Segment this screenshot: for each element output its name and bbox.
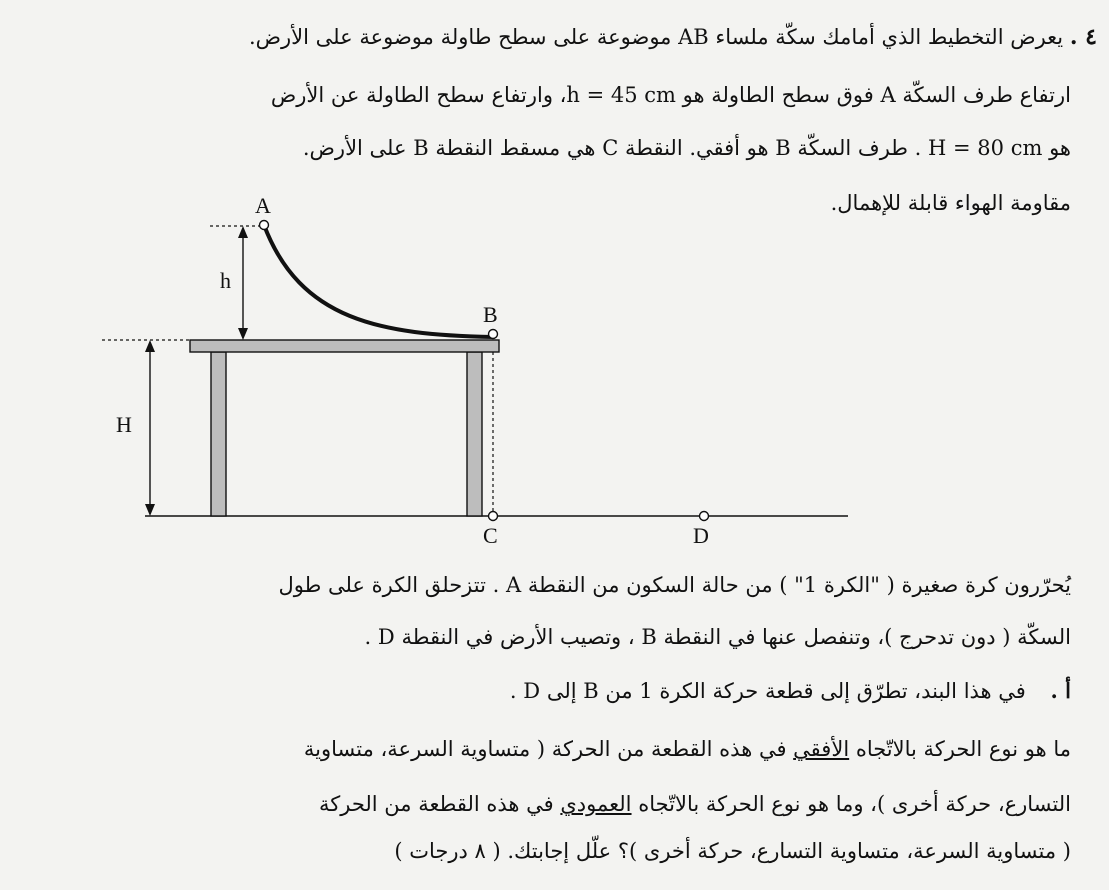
diagram-label-H: H	[116, 412, 132, 437]
underlined-vertical: العمودي	[560, 792, 632, 816]
underlined-horizontal: الأفقي	[793, 737, 850, 761]
H-arrowhead-bottom	[145, 504, 155, 516]
H-arrowhead-top	[145, 340, 155, 352]
table-leg-left	[211, 352, 226, 516]
h-value: h = 45 cm	[566, 83, 676, 107]
text-segment: هو	[1049, 136, 1071, 160]
item-a-line	[510, 676, 1071, 706]
text-segment: ، وتصيب الأرض في النقطة	[401, 625, 635, 649]
ask-line-2	[319, 789, 1071, 819]
h-arrowhead-bottom	[238, 328, 248, 340]
ask-line-3: ( متساوية السرعة، متساوية التسارع، حركة أخرى )؟ علّل إجابتك. ( ٨ درجات )	[394, 839, 1071, 863]
H-value: H = 80 cm	[928, 136, 1043, 160]
smooth-track	[264, 225, 493, 337]
table-top	[190, 340, 499, 352]
label-b: B	[641, 625, 657, 649]
label-a: A	[880, 83, 896, 107]
point-b-marker	[489, 330, 498, 339]
text-segment: التسارع، حركة أخرى )، وما هو نوع الحركة بالاتّجاه	[638, 792, 1071, 816]
text-segment: .	[509, 679, 517, 703]
table-leg-right	[467, 352, 482, 516]
diagram-label-c: C	[483, 523, 498, 548]
text-segment: في هذه القطعة من الحركة ( متساوية السرعة، متساوية	[303, 737, 787, 761]
release-line-2	[365, 622, 1071, 652]
point-d-marker	[700, 512, 709, 521]
text-segment: يعرض التخطيط الذي أمامك سكّة ملساء	[715, 25, 1064, 49]
diagram-label-h: h	[220, 268, 231, 293]
text-segment: فوق سطح الطاولة هو	[682, 83, 874, 107]
text-segment: ارتفاع طرف السكّة	[902, 83, 1071, 107]
text-segment: ، وارتفاع سطح الطاولة عن الأرض	[270, 83, 567, 107]
label-a: A	[506, 573, 522, 597]
text-segment: يُحرّرون كرة صغيرة ( "الكرة 1" ) من حالة السكون من النقطة	[527, 573, 1071, 597]
diagram-label-a: A	[255, 193, 271, 218]
label-d: D	[523, 679, 541, 703]
label-b: B	[413, 136, 429, 160]
h-arrowhead-top	[238, 226, 248, 238]
diagram-label-b: B	[483, 302, 498, 327]
label-c: C	[602, 136, 619, 160]
text-segment: ما هو نوع الحركة بالاتّجاه	[855, 737, 1071, 761]
label-ab: AB	[678, 25, 709, 49]
label-b: B	[775, 136, 791, 160]
question-number: ٤ .	[1069, 24, 1097, 50]
diagram-label-d: D	[693, 523, 709, 548]
intro-line-4: مقاومة الهواء قابلة للإهمال.	[830, 191, 1071, 215]
text-segment: إلى	[546, 679, 577, 703]
text-segment: هو أفقي. النقطة	[624, 136, 769, 160]
text-segment: هي مسقط النقطة	[435, 136, 596, 160]
release-line-1	[278, 570, 1071, 600]
text-segment: على الأرض.	[302, 136, 407, 160]
point-a-marker	[260, 221, 269, 230]
text-segment: .	[364, 625, 372, 649]
text-segment: . تتزحلق الكرة على طول	[278, 573, 500, 597]
label-d: D	[377, 625, 395, 649]
text-segment: . طرف السكّة	[797, 136, 922, 160]
point-c-marker	[489, 512, 498, 521]
ask-line-1	[304, 734, 1071, 764]
text-segment: في هذا البند، تطرّق إلى قطعة حركة الكرة 1 من	[605, 679, 1026, 703]
item-a-marker: أ .	[1050, 678, 1071, 703]
text-segment: في هذه القطعة من الحركة	[319, 792, 554, 816]
label-b: B	[583, 679, 599, 703]
text-segment: السكّة ( دون تدحرج )، وتنفصل عنها في النقطة	[663, 625, 1071, 649]
text-segment: موضوعة على سطح طاولة موضوعة على الأرض.	[248, 25, 672, 49]
